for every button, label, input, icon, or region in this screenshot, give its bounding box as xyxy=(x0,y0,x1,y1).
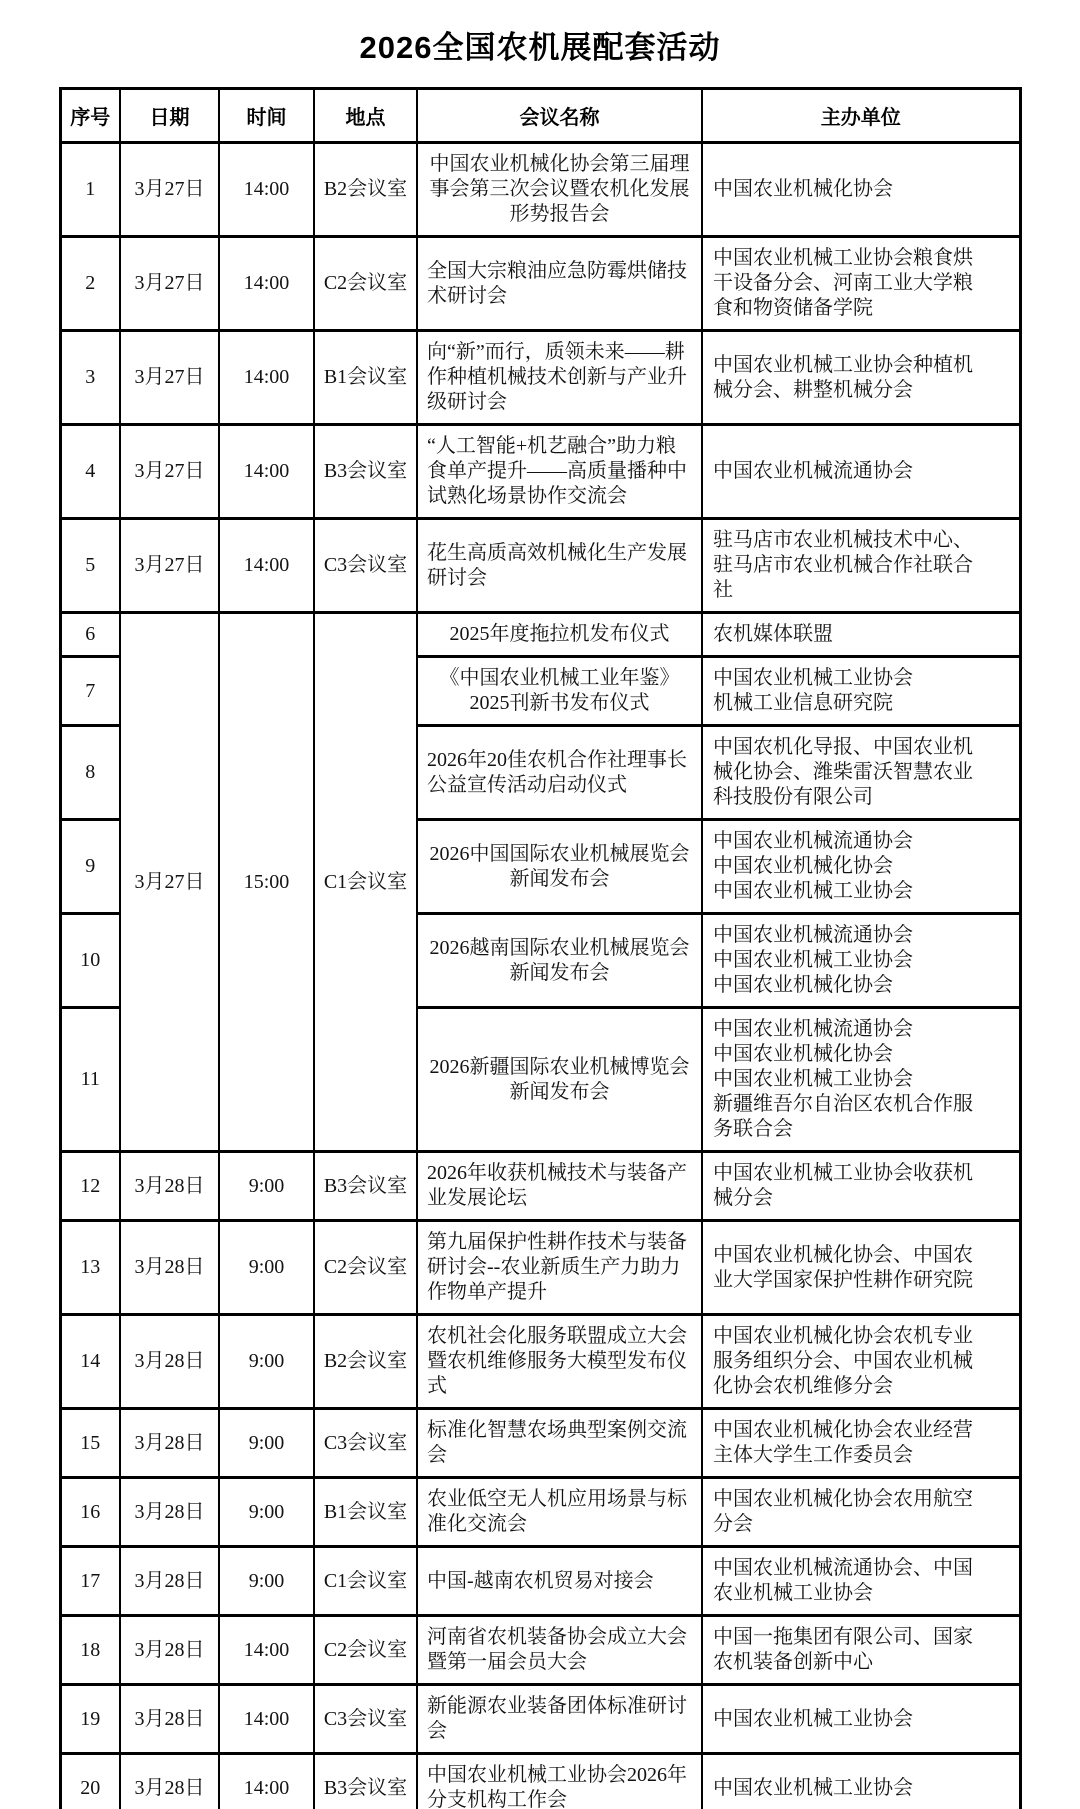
date-cell: 3月27日 xyxy=(120,237,219,331)
seq-cell: 3 xyxy=(60,331,120,425)
text-line: 新闻发布会 xyxy=(509,961,610,984)
meeting-name-cell: 标准化智慧农场典型案例交流会 xyxy=(417,1409,702,1478)
column-header-meeting-name: 会议名称 xyxy=(417,89,702,143)
time-cell: 14:00 xyxy=(219,519,314,613)
seq-cell: 8 xyxy=(60,726,120,820)
seq-cell: 2 xyxy=(60,237,120,331)
table-row xyxy=(60,237,1020,331)
meeting-name-cell: 2026年20佳农机合作社理事长公益宣传活动启动仪式 xyxy=(417,726,702,820)
time-cell: 14:00 xyxy=(219,425,314,519)
seq-cell: 6 xyxy=(60,613,120,657)
seq-cell: 9 xyxy=(60,820,120,914)
seq-cell: 17 xyxy=(60,1547,120,1616)
organizer-cell: 中国农业机械化协会农机专业服务组织分会、中国农业机械化协会农机维修分会 xyxy=(702,1315,1020,1409)
table-row xyxy=(60,1409,1020,1478)
seq-cell: 1 xyxy=(60,143,120,237)
meeting-name-cell xyxy=(417,657,702,726)
location-cell: B1会议室 xyxy=(314,331,417,425)
organizer-cell: 中国农业机械化协会 xyxy=(702,143,1020,237)
time-cell: 9:00 xyxy=(219,1478,314,1547)
table-row xyxy=(60,331,1020,425)
organizer-cell: 中国农业机械工业协会收获机械分会 xyxy=(702,1152,1020,1221)
meeting-name-cell: 第九届保护性耕作技术与装备研讨会--农业新质生产力助力作物单产提升 xyxy=(417,1221,702,1315)
organizer-cell: 中国农机化导报、中国农业机械化协会、潍柴雷沃智慧农业科技股份有限公司 xyxy=(702,726,1020,820)
table-row xyxy=(60,143,1020,237)
time-cell: 15:00 xyxy=(219,613,314,1152)
date-cell: 3月28日 xyxy=(120,1754,219,1809)
table-row xyxy=(60,1685,1020,1754)
seq-cell: 18 xyxy=(60,1616,120,1685)
text-line: 中国农业机械化协会 xyxy=(713,1043,893,1065)
time-cell: 9:00 xyxy=(219,1152,314,1221)
table-row xyxy=(60,519,1020,613)
seq-cell: 4 xyxy=(60,425,120,519)
location-cell: C3会议室 xyxy=(314,519,417,613)
location-cell: B1会议室 xyxy=(314,1478,417,1547)
date-cell: 3月28日 xyxy=(120,1685,219,1754)
organizer-cell: 中国农业机械流通协会 xyxy=(702,425,1020,519)
location-cell: B2会议室 xyxy=(314,143,417,237)
organizer-cell: 农机媒体联盟 xyxy=(702,613,1020,657)
time-cell: 14:00 xyxy=(219,237,314,331)
text-line: 机械工业信息研究院 xyxy=(713,692,893,714)
organizer-cell: 中国农业机械工业协会种植机械分会、耕整机械分会 xyxy=(702,331,1020,425)
page-title: 2026全国农机展配套活动 xyxy=(359,30,721,65)
meeting-name-cell: 全国大宗粮油应急防霉烘储技术研讨会 xyxy=(417,237,702,331)
seq-cell: 15 xyxy=(60,1409,120,1478)
meeting-name-cell xyxy=(417,914,702,1008)
meeting-name-cell: 花生高质高效机械化生产发展研讨会 xyxy=(417,519,702,613)
schedule-table xyxy=(59,87,1022,1809)
date-cell: 3月28日 xyxy=(120,1152,219,1221)
header-row xyxy=(60,89,1020,143)
meeting-name-cell xyxy=(417,1008,702,1152)
column-header-location: 地点 xyxy=(314,89,417,143)
organizer-cell: 驻马店市农业机械技术中心、驻马店市农业机械合作社联合社 xyxy=(702,519,1020,613)
meeting-name-cell: 向“新”而行，质领未来——耕作种植机械技术创新与产业升级研讨会 xyxy=(417,331,702,425)
meeting-name-cell: 中国-越南农机贸易对接会 xyxy=(417,1547,702,1616)
location-cell: B3会议室 xyxy=(314,425,417,519)
table-row xyxy=(60,1754,1020,1809)
organizer-cell: 中国农业机械化协会农业经营主体大学生工作委员会 xyxy=(702,1409,1020,1478)
time-cell: 9:00 xyxy=(219,1409,314,1478)
organizer-cell: 中国农业机械化协会农用航空分会 xyxy=(702,1478,1020,1547)
seq-cell: 10 xyxy=(60,914,120,1008)
date-cell: 3月27日 xyxy=(120,425,219,519)
seq-cell: 13 xyxy=(60,1221,120,1315)
text-line: 中国农业机械工业协会 xyxy=(713,949,913,971)
organizer-cell: 中国农业机械工业协会粮食烘干设备分会、河南工业大学粮食和物资储备学院 xyxy=(702,237,1020,331)
date-cell: 3月28日 xyxy=(120,1221,219,1315)
organizer-cell xyxy=(702,820,1020,914)
location-cell: C2会议室 xyxy=(314,237,417,331)
organizer-cell: 中国农业机械工业协会 xyxy=(702,1754,1020,1809)
location-cell: C2会议室 xyxy=(314,1221,417,1315)
organizer-cell xyxy=(702,914,1020,1008)
date-cell: 3月27日 xyxy=(120,519,219,613)
meeting-name-cell: 中国农业机械工业协会2026年分支机构工作会 xyxy=(417,1754,702,1809)
meeting-name-cell: 农业低空无人机应用场景与标准化交流会 xyxy=(417,1478,702,1547)
table-body xyxy=(60,143,1020,1809)
date-cell: 3月27日 xyxy=(120,613,219,1152)
time-cell: 14:00 xyxy=(219,331,314,425)
seq-cell: 12 xyxy=(60,1152,120,1221)
text-line: 新闻发布会 xyxy=(509,1080,610,1103)
table-row xyxy=(60,1616,1020,1685)
organizer-cell xyxy=(702,657,1020,726)
meeting-name-cell xyxy=(417,820,702,914)
organizer-cell: 中国农业机械流通协会、中国农业机械工业协会 xyxy=(702,1547,1020,1616)
seq-cell: 5 xyxy=(60,519,120,613)
text-line: 2026新疆国际农业机械博览会 xyxy=(429,1055,690,1078)
meeting-name-cell: 2025年度拖拉机发布仪式 xyxy=(417,613,702,657)
table-row xyxy=(60,1221,1020,1315)
text-line: 新闻发布会 xyxy=(509,867,610,890)
location-cell: C3会议室 xyxy=(314,1409,417,1478)
location-cell: B3会议室 xyxy=(314,1152,417,1221)
seq-cell: 7 xyxy=(60,657,120,726)
location-cell: B2会议室 xyxy=(314,1315,417,1409)
table-row xyxy=(60,1478,1020,1547)
location-cell: B3会议室 xyxy=(314,1754,417,1809)
text-line: 中国农业机械工业协会 xyxy=(713,880,913,902)
seq-cell: 19 xyxy=(60,1685,120,1754)
time-cell: 9:00 xyxy=(219,1221,314,1315)
text-line: 2026中国国际农业机械展览会 xyxy=(429,842,690,865)
meeting-name-cell: 河南省农机装备协会成立大会暨第一届会员大会 xyxy=(417,1616,702,1685)
seq-cell: 20 xyxy=(60,1754,120,1809)
text-line: 2026越南国际农业机械展览会 xyxy=(429,936,690,959)
seq-cell: 16 xyxy=(60,1478,120,1547)
text-line: 中国农业机械流通协会 xyxy=(713,830,913,852)
text-line: 中国农业机械工业协会 xyxy=(713,667,913,689)
time-cell: 9:00 xyxy=(219,1547,314,1616)
date-cell: 3月28日 xyxy=(120,1616,219,1685)
organizer-cell xyxy=(702,1008,1020,1152)
time-cell: 14:00 xyxy=(219,1616,314,1685)
column-header-organizer: 主办单位 xyxy=(702,89,1020,143)
time-cell: 14:00 xyxy=(219,1754,314,1809)
seq-cell: 11 xyxy=(60,1008,120,1152)
meeting-name-cell: 中国农业机械化协会第三届理事会第三次会议暨农机化发展形势报告会 xyxy=(417,143,702,237)
text-line: 中国农业机械流通协会 xyxy=(713,1018,913,1040)
text-line: 中国农业机械化协会 xyxy=(713,855,893,877)
meeting-name-cell: 农机社会化服务联盟成立大会暨农机维修服务大模型发布仪式 xyxy=(417,1315,702,1409)
table-row xyxy=(60,1152,1020,1221)
time-cell: 14:00 xyxy=(219,1685,314,1754)
organizer-cell: 中国农业机械化协会、中国农业大学国家保护性耕作研究院 xyxy=(702,1221,1020,1315)
text-line: 中国农业机械流通协会 xyxy=(713,924,913,946)
location-cell: C1会议室 xyxy=(314,613,417,1152)
column-header-seq: 序号 xyxy=(60,89,120,143)
location-cell: C2会议室 xyxy=(314,1616,417,1685)
text-line: 中国农业机械化协会 xyxy=(713,974,893,996)
date-cell: 3月28日 xyxy=(120,1315,219,1409)
date-cell: 3月27日 xyxy=(120,143,219,237)
text-line: 2025刊新书发布仪式 xyxy=(469,692,650,714)
column-header-time: 时间 xyxy=(219,89,314,143)
location-cell: C3会议室 xyxy=(314,1685,417,1754)
meeting-name-cell: “人工智能+机艺融合”助力粮食单产提升——高质量播种中试熟化场景协作交流会 xyxy=(417,425,702,519)
date-cell: 3月28日 xyxy=(120,1478,219,1547)
organizer-cell: 中国农业机械工业协会 xyxy=(702,1685,1020,1754)
date-cell: 3月27日 xyxy=(120,331,219,425)
text-line: 新疆维吾尔自治区农机合作服务联合会 xyxy=(713,1093,973,1140)
time-cell: 14:00 xyxy=(219,143,314,237)
organizer-cell: 中国一拖集团有限公司、国家农机装备创新中心 xyxy=(702,1616,1020,1685)
location-cell: C1会议室 xyxy=(314,1547,417,1616)
text-line: 中国农业机械工业协会 xyxy=(713,1068,913,1090)
table-row xyxy=(60,1315,1020,1409)
date-cell: 3月28日 xyxy=(120,1547,219,1616)
seq-cell: 14 xyxy=(60,1315,120,1409)
table-row xyxy=(60,1547,1020,1616)
meeting-name-cell: 新能源农业装备团体标准研讨会 xyxy=(417,1685,702,1754)
table-row xyxy=(60,425,1020,519)
date-cell: 3月28日 xyxy=(120,1409,219,1478)
column-header-date: 日期 xyxy=(120,89,219,143)
table-row xyxy=(60,613,1020,657)
time-cell: 9:00 xyxy=(219,1315,314,1409)
meeting-name-cell: 2026年收获机械技术与装备产业发展论坛 xyxy=(417,1152,702,1221)
text-line: 《中国农业机械工业年鉴》 xyxy=(439,667,680,689)
